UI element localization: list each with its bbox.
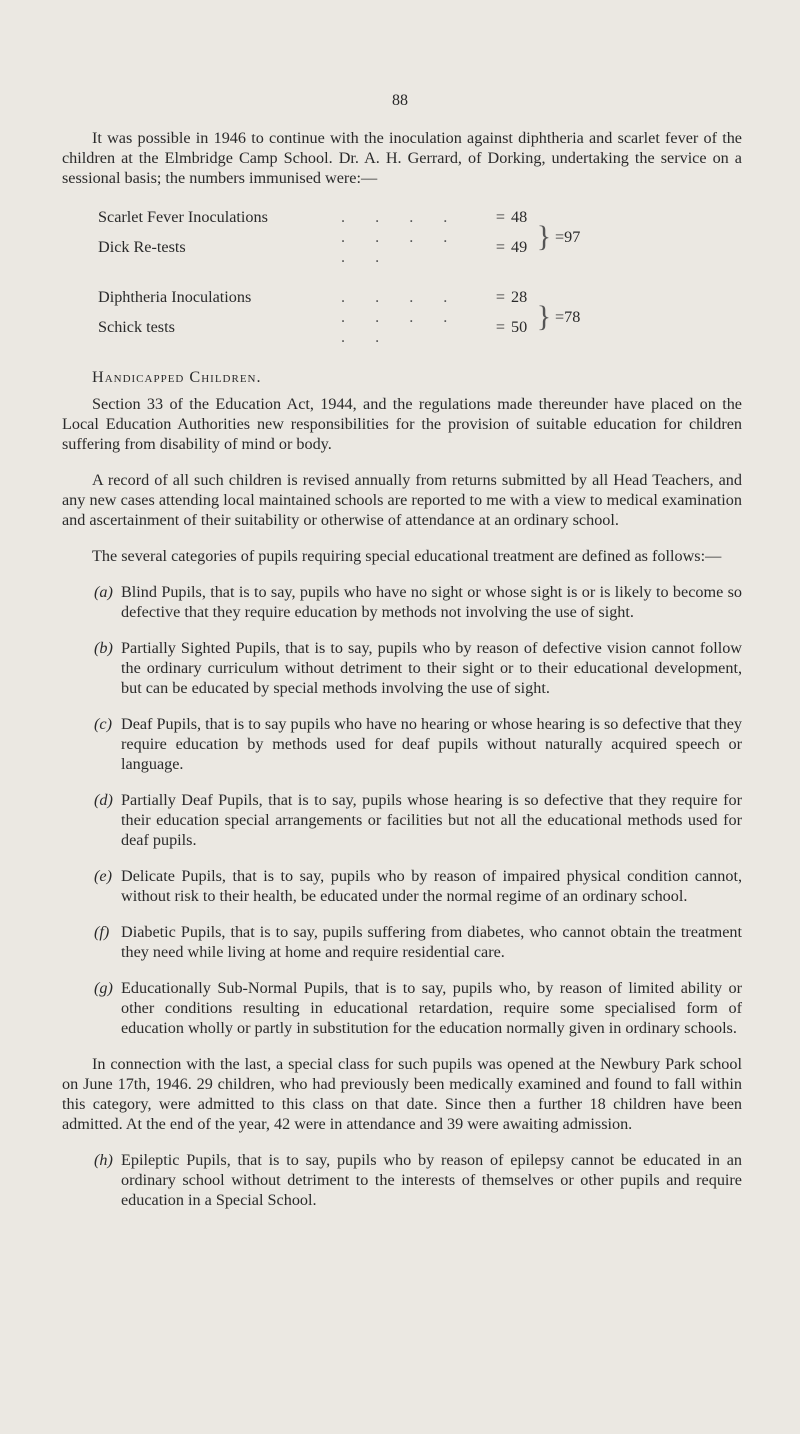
body-paragraph: The several categories of pupils requiring special educational treatment are defined as follows:— <box>92 547 722 565</box>
category-text: Delicate Pupils, that is to say, pupils who by reason of impaired physical condition cannot, without risk to their health, be educated under the normal regime of an ordinary school. <box>121 867 742 905</box>
category-text: Deaf Pupils, that is to say pupils who have no hearing or whose hearing is so defective that they require education by methods used for deaf pupils without naturally acquired speech or language. <box>121 715 742 773</box>
category-marker: (h) <box>94 1151 113 1169</box>
category-text: Partially Sighted Pupils, that is to say, pupils who by reason of defective vision cannot follow the ordinary curriculum without detriment to their sight or to their educational development, but can be educated by special methods involving the use of sight. <box>121 639 742 697</box>
equals-sign: = <box>495 288 505 306</box>
figure-value: 49 <box>511 238 528 256</box>
category-item <box>94 582 742 622</box>
category-list <box>62 582 742 1038</box>
category-item <box>94 638 742 698</box>
connection-paragraph: In connection with the last, a special class for such pupils was opened at the Newbury Park school on June 17th, 1946. 29 children, who had previously been medically examined and found to fall within this category, were admitted to this class on that date. Since then a further 18 children have been admitted. At the end of the year, 42 were in attendance and 39 were awaiting admission. <box>62 1055 742 1133</box>
category-text: Diabetic Pupils, that is to say, pupils suffering from diabetes, who cannot obtain the treatment they need while living at home and require residential care. <box>121 923 742 961</box>
figure-row <box>98 227 580 267</box>
figure-label: Diphtheria Inoculations <box>98 288 252 306</box>
category-marker: (a) <box>94 583 113 601</box>
leader-dots: . . . . . . <box>341 228 461 266</box>
leader-dots: . . . . . . <box>341 308 461 346</box>
figure-value: 50 <box>511 318 528 336</box>
category-item <box>94 922 742 962</box>
page-number: 88 <box>392 92 408 109</box>
equals-sign: = <box>495 238 505 256</box>
category-text: Epileptic Pupils, that is to say, pupils who by reason of epilepsy cannot be educated in an ordinary school without detriment to the interests of themselves or other pupils and require education in a Special School. <box>121 1151 742 1209</box>
category-item <box>94 790 742 850</box>
figure-row <box>98 207 580 227</box>
brace-icon: } <box>536 220 552 253</box>
category-marker: (c) <box>94 715 112 733</box>
immunisation-figures-table <box>98 207 580 347</box>
category-item <box>94 714 742 774</box>
figure-value: 48 <box>511 208 528 226</box>
figure-row <box>98 307 580 347</box>
category-marker: (e) <box>94 867 112 885</box>
leader-dots: . . . . <box>341 208 461 226</box>
category-marker: (g) <box>94 979 113 997</box>
category-item <box>94 1150 742 1210</box>
figure-value: 28 <box>511 288 528 306</box>
category-text: Blind Pupils, that is to say, pupils who have no sight or whose sight is or is likely to become so defective that they require education by methods not involving the use of sight. <box>121 583 742 621</box>
body-paragraph: Section 33 of the Education Act, 1944, and the regulations made thereunder have placed on the Local Education Authorities new responsibilities for the provision of suitable education for children suffering from disability of mind or body. <box>62 395 742 453</box>
category-marker: (d) <box>94 791 113 809</box>
leader-dots: . . . . <box>341 288 461 306</box>
category-marker: (b) <box>94 639 113 657</box>
brace-icon: } <box>536 300 552 333</box>
category-text: Partially Deaf Pupils, that is to say, pupils whose hearing is so defective that they require for their education special arrangements or facilities but not all the educational methods used for deaf pupils. <box>121 791 742 849</box>
figure-row <box>98 287 580 307</box>
figure-label: Schick tests <box>98 318 175 336</box>
equals-sign: = <box>495 318 505 336</box>
page-body <box>62 128 742 1226</box>
figure-label: Scarlet Fever Inoculations <box>98 208 268 226</box>
section-heading: Handicapped Children. <box>92 368 262 386</box>
category-text: Educationally Sub-Normal Pupils, that is to say, pupils who, by reason of limited ability or other conditions resulting in educational retardation, require some specialised form of education wholly or partly in substitution for the education normally given in ordinary schools. <box>121 979 742 1037</box>
intro-paragraph: It was possible in 1946 to continue with the inoculation against diphtheria and scarlet fever of the children at the Elmbridge Camp School. Dr. A. H. Gerrard, of Dorking, undertaking the service on a sessional basis; the numbers immunised were:— <box>62 129 742 187</box>
figure-total: =78 <box>555 308 581 326</box>
category-marker: (f) <box>94 923 110 941</box>
category-item <box>94 978 742 1038</box>
figure-label: Dick Re-tests <box>98 238 186 256</box>
category-item <box>94 866 742 906</box>
equals-sign: = <box>495 208 505 226</box>
body-paragraph: A record of all such children is revised annually from returns submitted by all Head Teachers, and any new cases attending local maintained schools are reported to me with a view to medical examination and ascertainment of their suitability or otherwise of attendance at an ordinary school. <box>62 471 742 529</box>
figure-total: =97 <box>555 228 581 246</box>
